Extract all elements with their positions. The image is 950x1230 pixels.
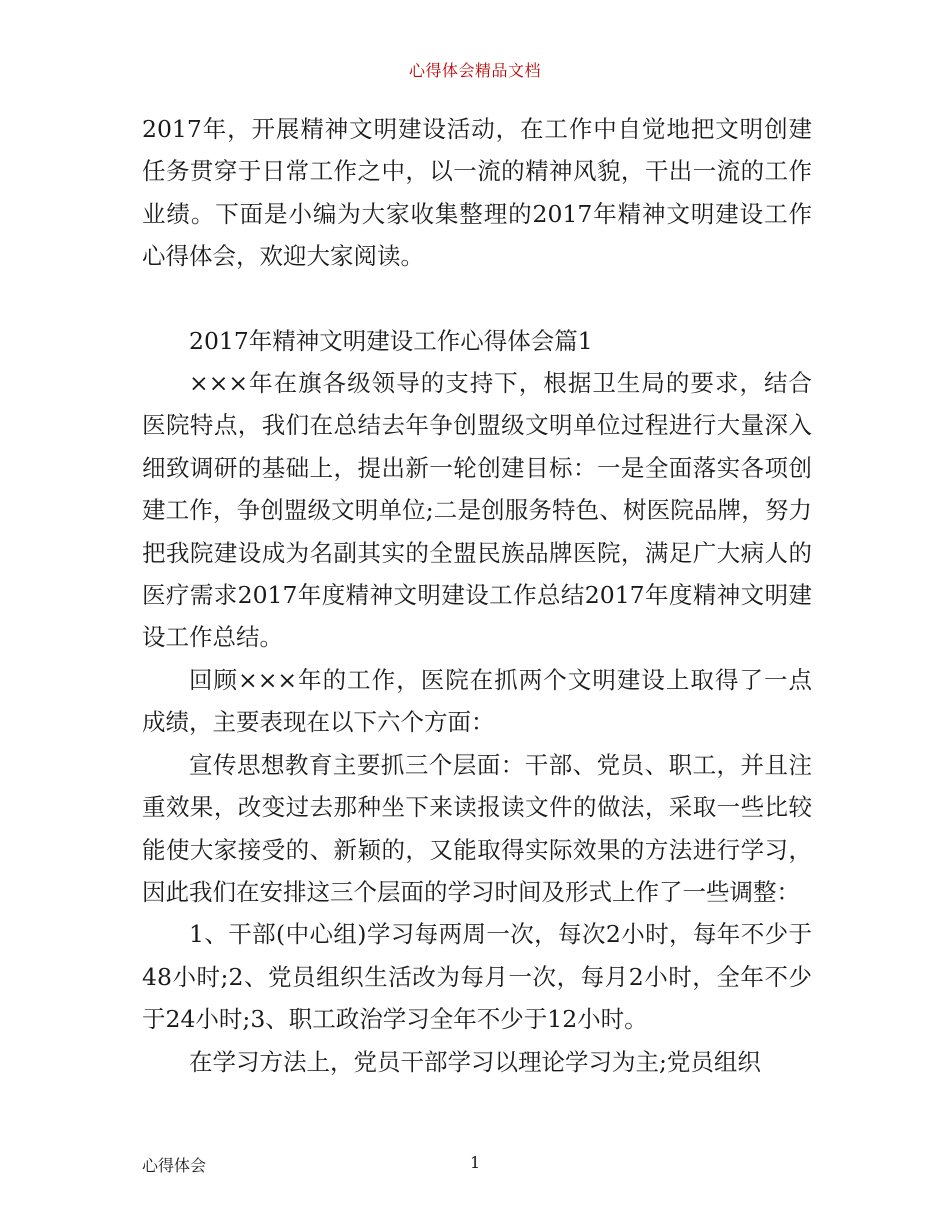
document-body [142,108,812,1083]
document-header-title: 心得体会精品文档 [408,61,541,80]
intro-paragraph: 2017年，开展精神文明建设活动，在工作中自觉地把文明创建任务贯穿于日常工作之中，以一流的精神风貌，干出一流的工作业绩。下面是小编为大家收集整理的2017年精神文明建设工作心得体会，欢迎大家阅读。 [142,115,812,271]
body-paragraph-1: ×××年在旗各级领导的支持下，根据卫生局的要求，结合医院特点，我们在总结去年争创盟级文明单位过程进行大量深入细致调研的基础上，提出新一轮创建目标：一是全面落实各项创建工作，争创盟级文明单位;二是创服务特色、树医院品牌，努力把我院建设成为名副其实的全盟民族品牌医院，满足广大病人的医疗需求2017年度精神文明建设工作总结2017年度精神文明建设工作总结。 [142,369,812,652]
paragraph-gap [142,278,812,320]
page-number: 1 [470,1153,481,1172]
body-paragraph-2: 回顾×××年的工作，医院在抓两个文明建设上取得了一点成绩，主要表现在以下六个方面： [142,665,812,737]
footer-label: 心得体会 [142,1156,207,1175]
body-paragraph-5: 在学习方法上，党员干部学习以理论学习为主;党员组织 [189,1047,761,1076]
body-paragraph-4: 1、干部(中心组)学习每两周一次，每次2小时，每年不少于48小时;2、党员组织生活改为每月一次，每月2小时，全年不少于24小时;3、职工政治学习全年不少于12小时。 [142,920,812,1034]
section-title: 2017年精神文明建设工作心得体会篇1 [189,326,593,355]
body-paragraph-3: 宣传思想教育主要抓三个层面：干部、党员、职工，并且注重效果，改变过去那种坐下来读报读文件的做法，采取一些比较能使大家接受的、新颖的，又能取得实际效果的方法进行学习，因此我们在安排这三个层面的学习时间及形式上作了一些调整： [142,750,812,906]
